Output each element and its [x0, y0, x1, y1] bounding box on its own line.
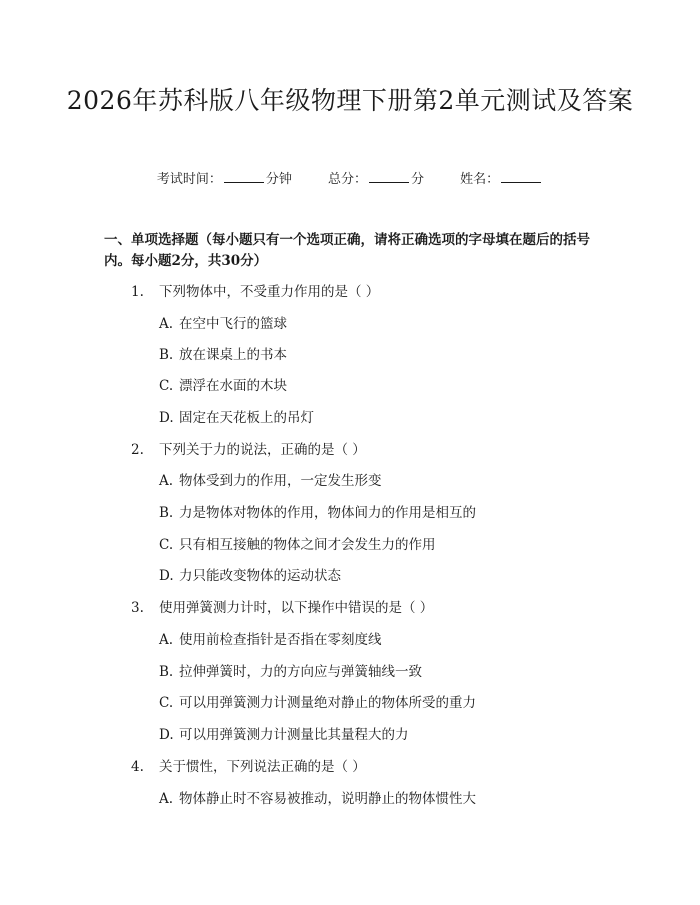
- exam-time-label: 考试时间：: [156, 172, 222, 187]
- question-4: [131, 758, 366, 776]
- name-label: 姓名：: [460, 172, 500, 187]
- question-1-option-c: [159, 377, 287, 395]
- option-text: 使用前检查指针是否指在零刻度线: [179, 632, 382, 648]
- option-letter: D.: [159, 568, 174, 584]
- option-letter: C.: [159, 537, 174, 553]
- exam-time-unit: 分钟: [265, 172, 292, 187]
- option-letter: B.: [159, 664, 174, 680]
- option-text: 漂浮在水面的木块: [179, 378, 287, 394]
- question-1-option-b: [159, 346, 287, 364]
- question-4-option-a: [159, 790, 476, 808]
- question-number: 2.: [131, 442, 144, 458]
- option-text: 力只能改变物体的运动状态: [179, 568, 341, 584]
- question-1-option-a: [159, 315, 287, 333]
- question-text: 下列关于力的说法，正确的是（ ）: [159, 442, 366, 458]
- option-letter: D.: [159, 410, 174, 426]
- question-2-option-c: [159, 536, 436, 554]
- question-3-option-b: [159, 663, 422, 681]
- option-letter: B.: [159, 505, 174, 521]
- option-text: 放在课桌上的书本: [179, 347, 287, 363]
- question-3-option-a: [159, 631, 382, 649]
- option-text: 固定在天花板上的吊灯: [179, 410, 314, 426]
- question-1: [131, 283, 379, 301]
- option-letter: C.: [159, 378, 174, 394]
- total-score-field: [328, 172, 424, 187]
- option-text: 可以用弹簧测力计测量绝对静止的物体所受的重力: [179, 695, 476, 711]
- option-text: 力是物体对物体的作用，物体间力的作用是相互的: [179, 505, 476, 521]
- question-3-option-c: [159, 694, 476, 712]
- question-3: [131, 599, 433, 617]
- option-text: 可以用弹簧测力计测量比其量程大的力: [179, 727, 409, 743]
- option-letter: D.: [159, 727, 174, 743]
- option-text: 只有相互接触的物体之间才会发生力的作用: [179, 537, 436, 553]
- question-3-option-d: [159, 726, 409, 744]
- total-score-blank: [369, 170, 409, 183]
- exam-time-blank: [224, 170, 264, 183]
- question-1-option-d: [159, 409, 314, 427]
- option-letter: A.: [159, 791, 174, 807]
- document-title: 2026年苏科版八年级物理下册第2单元测试及答案: [66, 86, 634, 115]
- question-number: 4.: [131, 759, 144, 775]
- question-number: 1.: [131, 284, 144, 300]
- name-blank: [501, 170, 541, 183]
- option-letter: C.: [159, 695, 174, 711]
- section-heading: 一、单项选择题（每小题只有一个选项正确，请将正确选项的字母填在题后的括号内。每小题2分，共30分）: [104, 232, 590, 269]
- total-score-label: 总分：: [327, 172, 367, 187]
- option-letter: A.: [159, 316, 174, 332]
- option-letter: A.: [159, 473, 174, 489]
- question-2-option-a: [159, 472, 382, 490]
- option-letter: B.: [159, 347, 174, 363]
- total-score-unit: 分: [411, 172, 425, 187]
- question-text: 下列物体中，不受重力作用的是（ ）: [159, 284, 380, 300]
- option-letter: A.: [159, 632, 174, 648]
- question-2-option-b: [159, 504, 476, 522]
- question-text: 关于惯性，下列说法正确的是（ ）: [159, 759, 366, 775]
- question-number: 3.: [131, 600, 144, 616]
- exam-meta-line: [0, 170, 700, 189]
- option-text: 在空中飞行的篮球: [179, 316, 287, 332]
- option-text: 拉伸弹簧时，力的方向应与弹簧轴线一致: [179, 664, 422, 680]
- question-2: [131, 441, 366, 459]
- question-text: 使用弹簧测力计时，以下操作中错误的是（ ）: [159, 600, 434, 616]
- option-text: 物体受到力的作用，一定发生形变: [179, 473, 382, 489]
- name-field: [460, 172, 543, 187]
- option-text: 物体静止时不容易被推动，说明静止的物体惯性大: [179, 791, 476, 807]
- question-2-option-d: [159, 567, 341, 585]
- exam-time-field: [157, 172, 292, 187]
